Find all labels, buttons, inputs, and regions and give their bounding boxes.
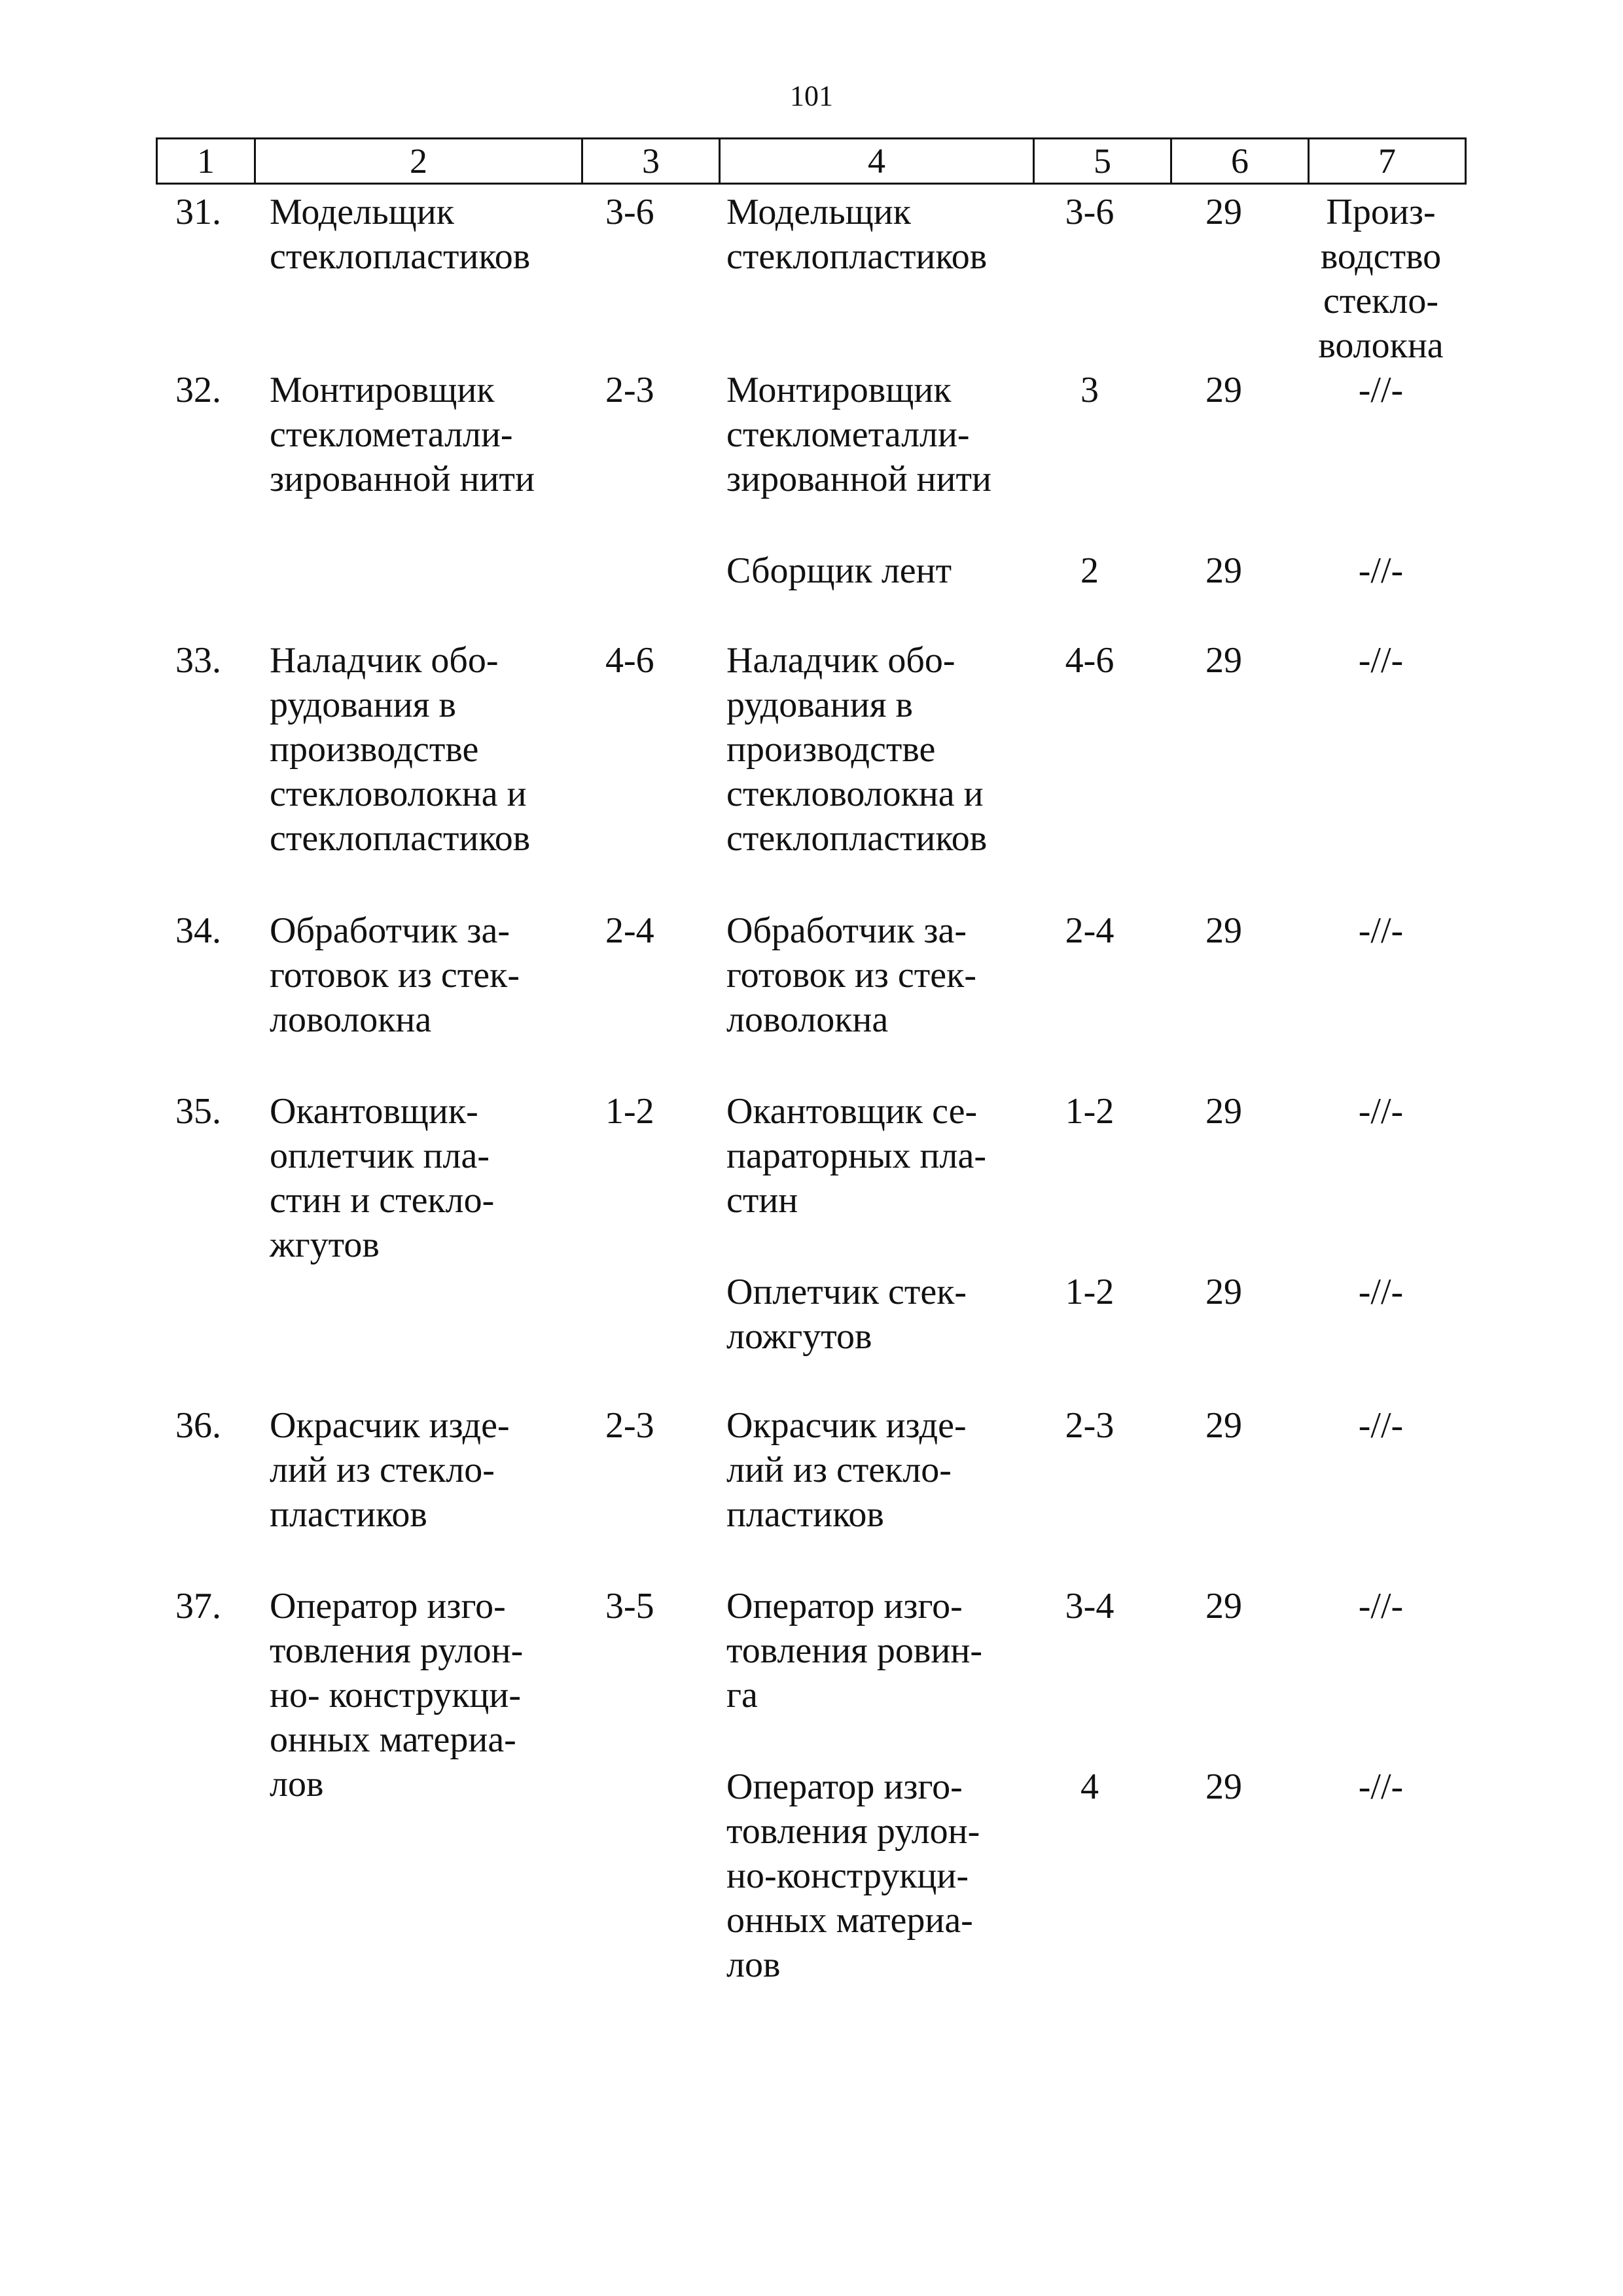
column-number-2: 2 <box>255 139 582 184</box>
issue-number: 29 <box>1205 1091 1242 1132</box>
issue-number: 29 <box>1205 1586 1242 1626</box>
issue-number: 29 <box>1205 1767 1242 1807</box>
row-number: 34. <box>175 910 221 951</box>
matched-grade: 2 <box>1080 550 1099 591</box>
matched-grade: 1-2 <box>1065 1272 1115 1312</box>
profession-name: Наладчик обо- рудования в производстве стекловолокна и стеклопластиков <box>270 640 531 859</box>
grade-range: 4-6 <box>605 640 654 681</box>
row-number: 33. <box>175 640 221 681</box>
production-section: -//- <box>1358 1586 1404 1626</box>
profession-name: Окантовщик- оплетчик пла- стин и стекло- жгутов <box>270 1091 495 1265</box>
row-number: 36. <box>175 1405 221 1446</box>
matched-grade: 2-3 <box>1065 1405 1115 1446</box>
issue-number: 29 <box>1205 910 1242 951</box>
profession-name: Модельщик стеклопластиков <box>270 192 531 277</box>
matched-grade: 2-4 <box>1065 910 1115 951</box>
matched-profession-name: Сборщик лент <box>726 550 952 591</box>
table-header <box>156 137 1467 185</box>
matched-profession-name: Окрасчик изде- лий из стекло- пластиков <box>726 1405 967 1535</box>
production-section: -//- <box>1358 550 1404 591</box>
column-number-3: 3 <box>582 139 720 184</box>
column-number-6: 6 <box>1171 139 1309 184</box>
issue-number: 29 <box>1205 1405 1242 1446</box>
grade-range: 2-4 <box>605 910 654 951</box>
grade-range: 3-5 <box>605 1586 654 1626</box>
issue-number: 29 <box>1205 1272 1242 1312</box>
production-section: -//- <box>1358 640 1404 681</box>
issue-number: 29 <box>1205 370 1242 410</box>
matched-profession-name: Наладчик обо- рудования в производстве стекловолокна и стеклопластиков <box>726 640 988 859</box>
row-number: 31. <box>175 192 221 232</box>
matched-profession-name: Оператор изго- товления рулон- но-конструкци- онных материа- лов <box>726 1767 980 1985</box>
column-number-1: 1 <box>157 139 255 184</box>
matched-grade: 1-2 <box>1065 1091 1115 1132</box>
row-number: 32. <box>175 370 221 410</box>
issue-number: 29 <box>1205 192 1242 232</box>
column-number-7: 7 <box>1309 139 1466 184</box>
matched-profession-name: Монтировщик стеклометалли- зированной нити <box>726 370 991 499</box>
matched-profession-name: Обработчик за- готовок из стек- ловолокна <box>726 910 976 1040</box>
row-number: 35. <box>175 1091 221 1132</box>
grade-range: 3-6 <box>605 192 654 232</box>
grade-range: 2-3 <box>605 370 654 410</box>
page-number: 101 <box>790 80 833 112</box>
grade-range: 1-2 <box>605 1091 654 1132</box>
column-number-4: 4 <box>720 139 1034 184</box>
matched-grade: 3-6 <box>1065 192 1115 232</box>
issue-number: 29 <box>1205 640 1242 681</box>
production-section: Произ- водство стекло- волокна <box>1318 192 1444 366</box>
production-section: -//- <box>1358 370 1404 410</box>
production-section: -//- <box>1358 1272 1404 1312</box>
matched-grade: 3 <box>1080 370 1099 410</box>
matched-grade: 4-6 <box>1065 640 1115 681</box>
production-section: -//- <box>1358 1405 1404 1446</box>
profession-name: Окрасчик изде- лий из стекло- пластиков <box>270 1405 510 1535</box>
profession-name: Оператор изго- товления рулон- но- конструкци- онных материа- лов <box>270 1586 524 1804</box>
matched-grade: 4 <box>1080 1767 1099 1807</box>
matched-profession-name: Окантовщик се- параторных пла- стин <box>726 1091 986 1221</box>
production-section: -//- <box>1358 1767 1404 1807</box>
row-number: 37. <box>175 1586 221 1626</box>
matched-grade: 3-4 <box>1065 1586 1115 1626</box>
production-section: -//- <box>1358 910 1404 951</box>
column-number-5: 5 <box>1034 139 1171 184</box>
production-section: -//- <box>1358 1091 1404 1132</box>
issue-number: 29 <box>1205 550 1242 591</box>
profession-name: Обработчик за- готовок из стек- ловолокна <box>270 910 520 1040</box>
grade-range: 2-3 <box>605 1405 654 1446</box>
matched-profession-name: Оплетчик стек- ложгутов <box>726 1272 967 1357</box>
profession-name: Монтировщик стеклометалли- зированной нити <box>270 370 535 499</box>
matched-profession-name: Оператор изго- товления ровин- га <box>726 1586 982 1715</box>
matched-profession-name: Модельщик стеклопластиков <box>726 192 988 277</box>
